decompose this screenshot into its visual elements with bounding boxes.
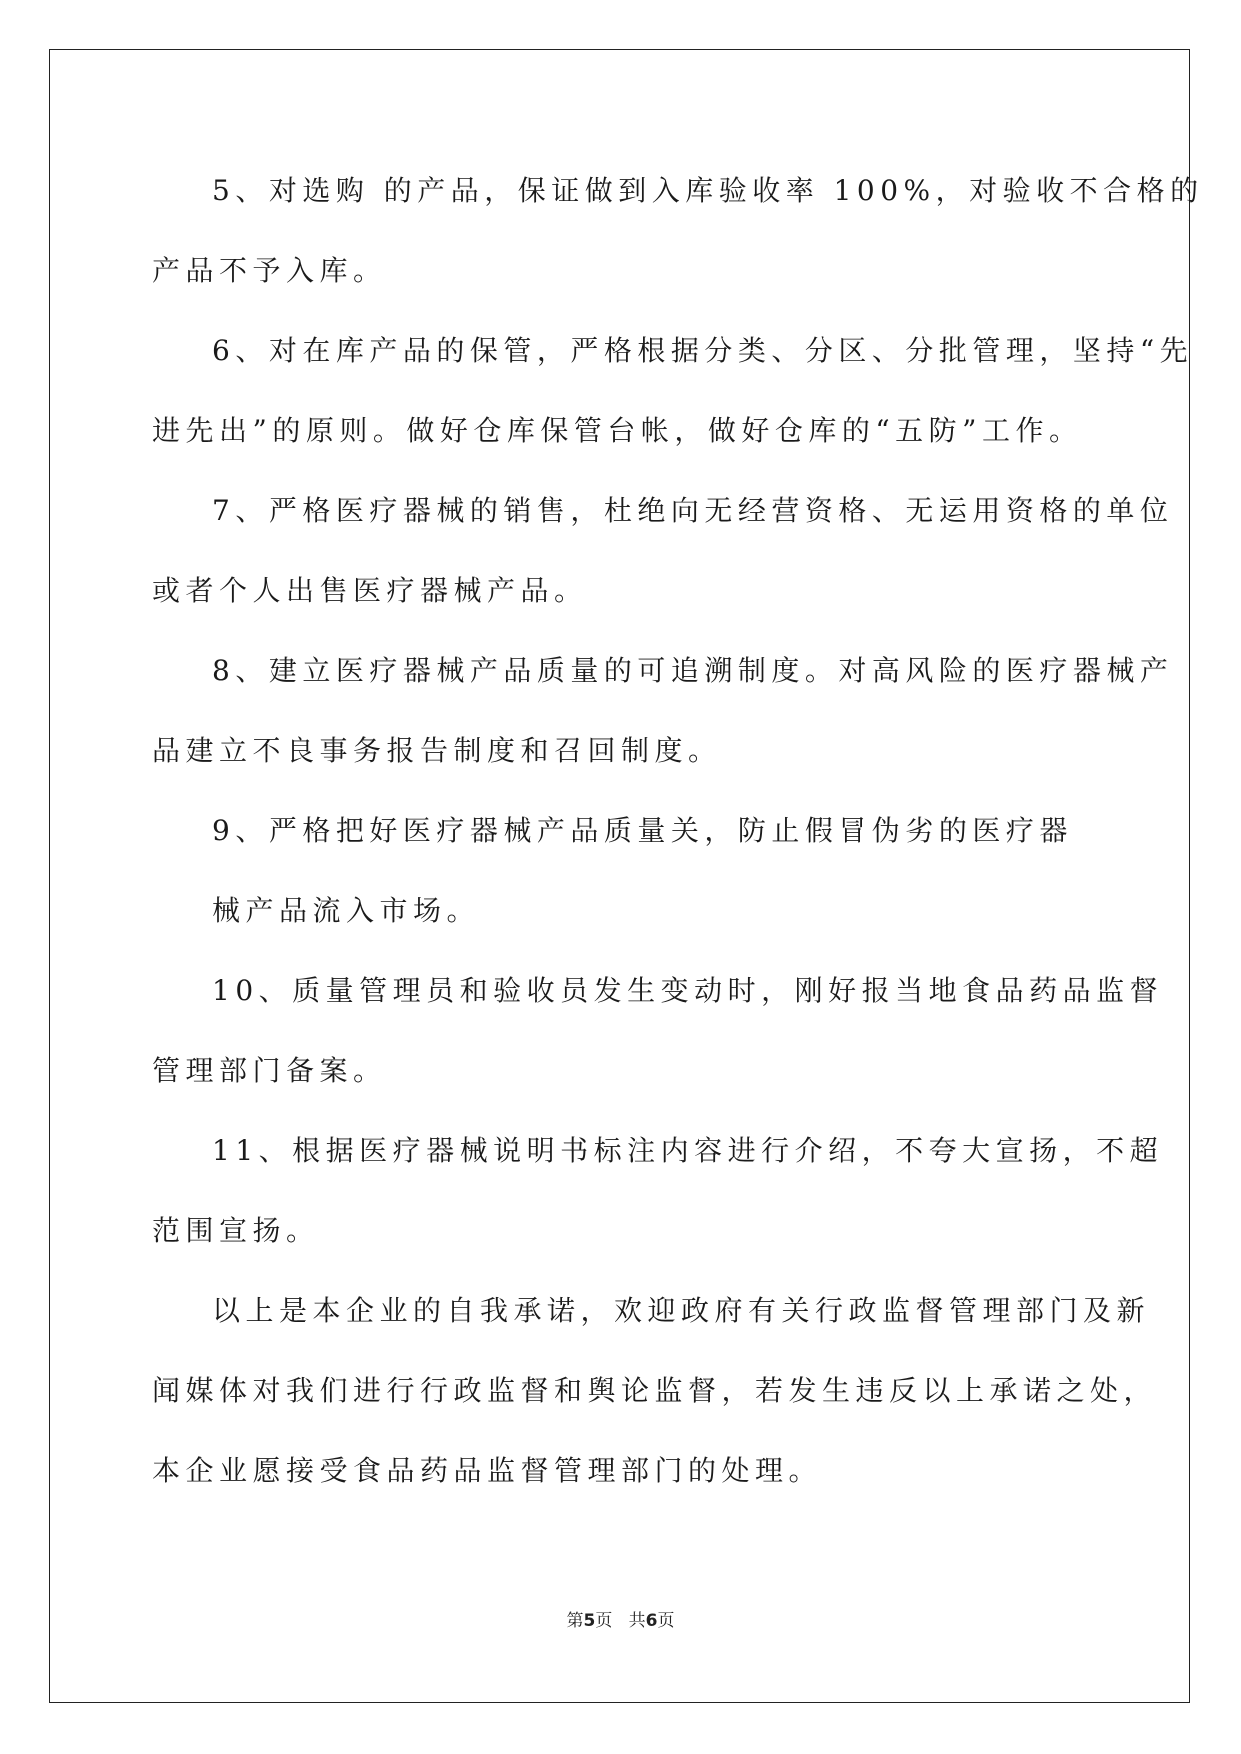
paragraph-line: 产品不予入库。 — [152, 254, 387, 287]
paragraph-line: 范围宣扬。 — [152, 1214, 320, 1247]
total-page-number: 6 — [645, 1611, 658, 1631]
total-suffix: 页 — [657, 1611, 675, 1631]
paragraph-line: 6、对在库产品的保管，严格根据分类、分区、分批管理，坚持“先 — [212, 334, 1194, 367]
current-page-number: 5 — [583, 1611, 596, 1631]
paragraph-line: 8、建立医疗器械产品质量的可追溯制度。对高风险的医疗器械产 — [212, 654, 1174, 687]
paragraph-line: 7、严格医疗器械的销售，杜绝向无经营资格、无运用资格的单位 — [212, 494, 1174, 527]
paragraph-line: 或者个人出售医疗器械产品。 — [152, 574, 588, 607]
paragraph-line: 闻媒体对我们进行行政监督和舆论监督，若发生违反以上承诺之处， — [152, 1374, 1158, 1407]
paragraph-line: 9、严格把好医疗器械产品质量关，防止假冒伪劣的医疗器 — [212, 814, 1073, 847]
page-suffix: 页 — [595, 1611, 613, 1631]
paragraph-line: 以上是本企业的自我承诺，欢迎政府有关行政监督管理部门及新 — [212, 1294, 1151, 1327]
paragraph-line: 品建立不良事务报告制度和召回制度。 — [152, 734, 722, 767]
paragraph-line: 本企业愿接受食品药品监督管理部门的处理。 — [152, 1454, 823, 1487]
total-prefix: 共 — [628, 1611, 646, 1631]
paragraph-line: 进先出”的原则。做好仓库保管台帐，做好仓库的“五防”工作。 — [152, 414, 1083, 447]
page-prefix: 第 — [566, 1611, 584, 1631]
paragraph-line: 10、质量管理员和验收员发生变动时，刚好报当地食品药品监督 — [212, 974, 1164, 1007]
paragraph-line: 管理部门备案。 — [152, 1054, 387, 1087]
paragraph-line: 11、根据医疗器械说明书标注内容进行介绍，不夸大宣扬，不超 — [212, 1134, 1164, 1167]
paragraph-line: 械产品流入市场。 — [212, 894, 481, 927]
page-footer — [0, 1606, 1241, 1631]
paragraph-line: 5、对选购 的产品，保证做到入库验收率 100%，对验收不合格的 — [212, 174, 1204, 207]
